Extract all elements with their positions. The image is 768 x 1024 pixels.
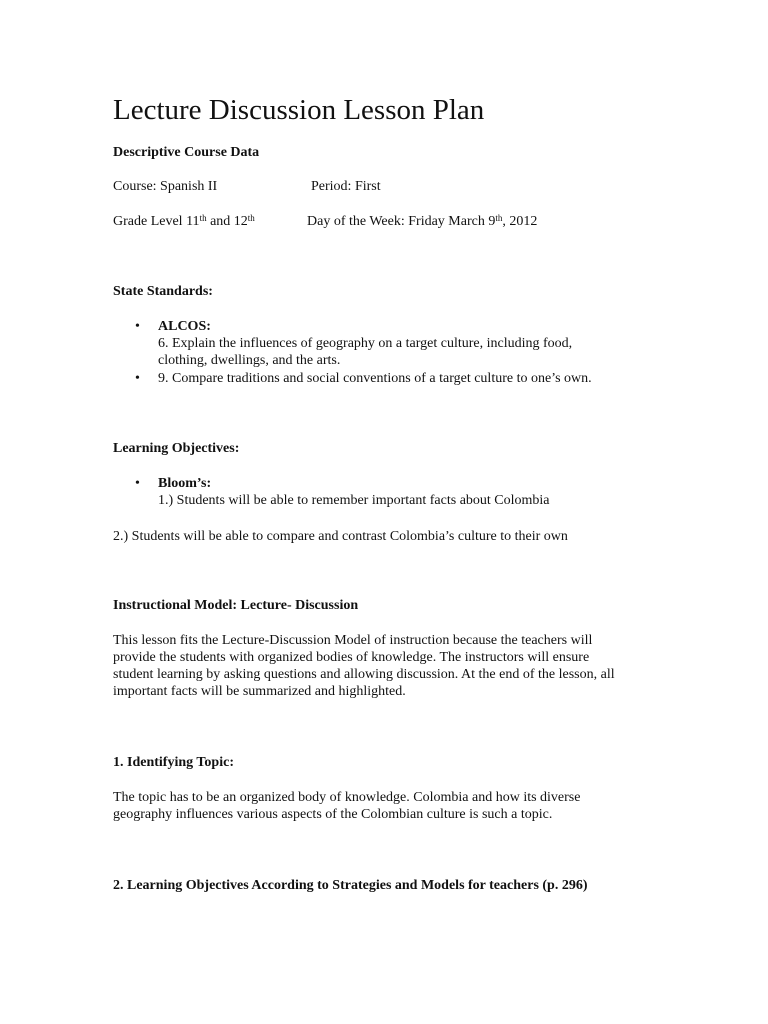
period-field: Period: First [311,179,381,194]
paragraph-line: This lesson fits the Lecture-Discussion Model of instruction because the teachers will [113,633,593,648]
learning-objectives-strategies-heading: 2. Learning Objectives According to Strategies and Models for teachers (p. 296) [113,878,588,893]
objective-1: 1.) Students will be able to remember important facts about Colombia [158,493,550,508]
paragraph-line: provide the students with organized bodies of knowledge. The instructors will ensure [113,650,590,665]
instructional-model-heading: Instructional Model: Lecture- Discussion [113,598,359,613]
grade-level-field [113,213,255,230]
identifying-topic-paragraph [113,789,580,823]
bullet-marker: • [135,476,140,491]
grade-prefix: Grade Level 11 [113,214,200,229]
paragraph-line: student learning by asking questions and allowing discussion. At the end of the lesson, all [113,667,615,682]
standard-item-6-line2: clothing, dwellings, and the arts. [158,353,341,368]
blooms-label: Bloom’s: [158,476,212,491]
grade-sup1: th [199,213,207,223]
day-of-week-field [307,213,537,230]
instructional-model-paragraph [113,632,615,700]
day-sup: th [495,213,503,223]
paragraph-line: important facts will be summarized and highlighted. [113,684,406,699]
grade-mid: and 12 [206,214,248,229]
day-suffix: , 2012 [502,214,538,229]
page-title: Lecture Discussion Lesson Plan [113,94,485,126]
learning-objectives-heading: Learning Objectives: [113,441,240,456]
bullet-marker: • [135,319,140,334]
alcos-label: ALCOS: [158,319,211,334]
paragraph-line: The topic has to be an organized body of knowledge. Colombia and how its diverse [113,790,581,805]
standard-item-6-line1: 6. Explain the influences of geography on a target culture, including food, [158,336,573,351]
bullet-marker: • [135,371,140,386]
day-prefix: Day of the Week: Friday March 9 [307,214,496,229]
paragraph-line: geography influences various aspects of the Colombian culture is such a topic. [113,807,553,822]
descriptive-course-data-heading: Descriptive Course Data [113,145,260,160]
state-standards-heading: State Standards: [113,284,213,299]
grade-sup2: th [247,213,255,223]
identifying-topic-heading: 1. Identifying Topic: [113,755,234,770]
standard-item-9: 9. Compare traditions and social conventions of a target culture to one’s own. [158,371,592,386]
course-field: Course: Spanish II [113,179,218,194]
objective-2: 2.) Students will be able to compare and contrast Colombia’s culture to their own [113,529,568,544]
